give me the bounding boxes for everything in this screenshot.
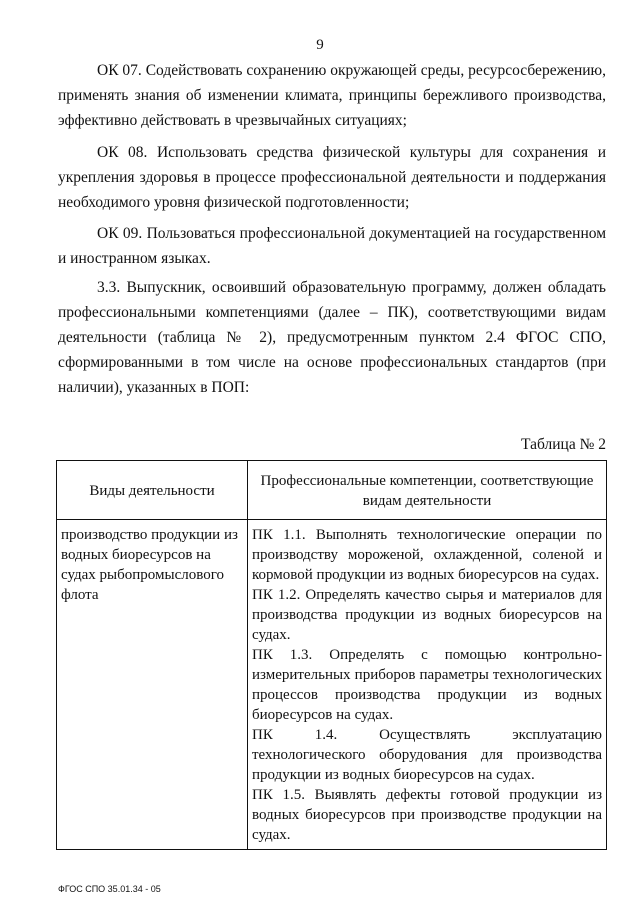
paragraph-ok09: ОК 09. Пользоваться профессиональной документацией на государственном и иностранном языках. <box>58 225 606 267</box>
competencies-table <box>56 460 607 850</box>
activity-cell: производство продукции из водных биоресурсов на судах рыбопромыслового флота <box>57 520 248 850</box>
competency-pk-1-4: ПК 1.4. Осуществлять эксплуатацию технологического оборудования для производства продукции из водных биоресурсов на судах. <box>252 727 602 783</box>
competencies-cell <box>248 520 607 850</box>
header-activity: Виды деятельности <box>57 461 248 520</box>
table-caption: Таблица № 2 <box>521 436 606 453</box>
table-header-row <box>57 461 607 520</box>
paragraph-3-3: 3.3. Выпускник, освоивший образовательную программу, должен обладать профессиональными компетенциями (далее – ПК), соответствующими видам деятельности (таблица № 2), предусмотренным пунктом 2.4 ФГОС СПО, сформированными в том числе на основе профессиональных стандартов (при наличии), указанных в ПОП: <box>58 279 606 396</box>
competency-pk-1-1: ПК 1.1. Выполнять технологические операции по производству мороженой, охлажденной, соленой и кормовой продукции из водных биоресурсов на судах. <box>252 527 602 583</box>
page-number: 9 <box>316 37 324 53</box>
table-row <box>57 520 607 850</box>
competency-pk-1-3: ПК 1.3. Определять с помощью контрольно-измерительных приборов параметры технологических процессов производства продукции из водных биоресурсов на судах. <box>252 647 602 723</box>
competency-pk-1-2: ПК 1.2. Определять качество сырья и материалов для производства продукции из водных биоресурсов на судах. <box>252 587 602 643</box>
footer-document-code: ФГОС СПО 35.01.34 - 05 <box>58 884 161 894</box>
competency-pk-1-5: ПК 1.5. Выявлять дефекты готовой продукции из водных биоресурсов при производстве продукции на судах. <box>252 787 602 843</box>
paragraph-ok08: ОК 08. Использовать средства физической культуры для сохранения и укрепления здоровья в процессе профессиональной деятельности и поддержания необходимого уровня физической подготовленности; <box>58 144 606 211</box>
paragraph-ok07: ОК 07. Содействовать сохранению окружающей среды, ресурсосбережению, применять знания об изменении климата, принципы бережливого производства, эффективно действовать в чрезвычайных ситуациях; <box>58 62 606 129</box>
header-competencies: Профессиональные компетенции, соответствующие видам деятельности <box>248 461 607 520</box>
